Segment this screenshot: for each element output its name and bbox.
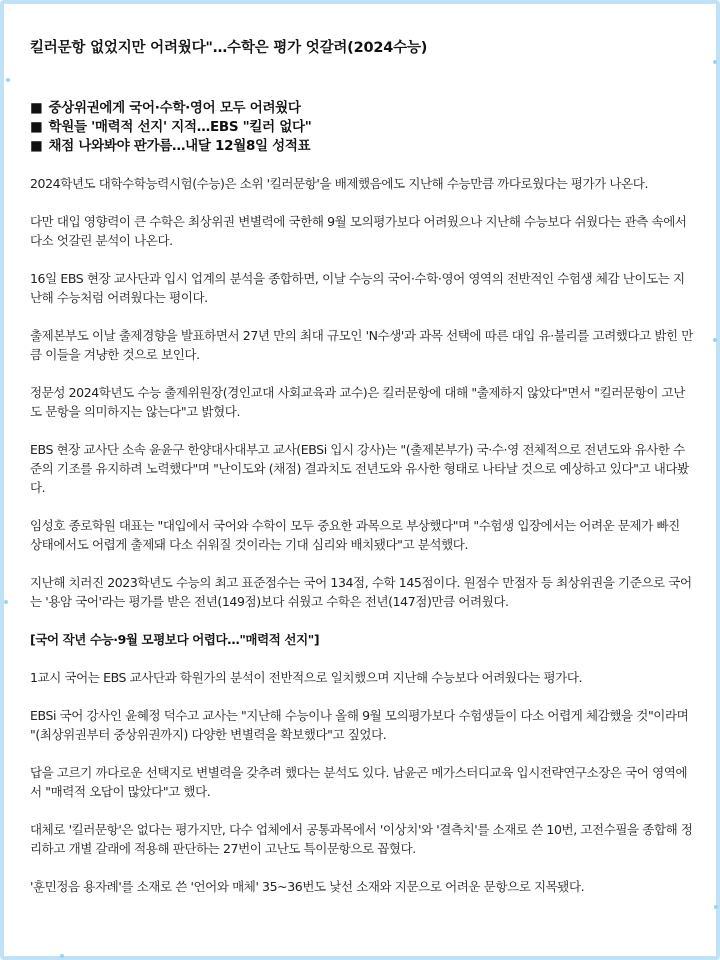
section-subheading: [국어 작년 수능·9월 모평보다 어렵다…"매력적 선지"] [30, 632, 320, 647]
body-paragraph: '훈민정음 용자례'를 소재로 쓴 '언어와 매체' 35~36번도 낯선 소재와 지문으로 어려운 문항으로 지목됐다. [30, 879, 585, 894]
summary-text: 채점 나와봐야 판가름…내달 12월8일 성적표 [48, 138, 311, 154]
body-paragraph: 대체로 '킬러문항'은 없다는 평가지만, 다수 업체에서 공통과목에서 '이상치'와 '결측치'를 소재로 쓴 10번, 고전수필을 종합해 정리하고 개별 갈래에 적용해 판단하는 27번이 고난도 특이문항으로 꼽혔다. [30, 822, 693, 856]
summary-item [30, 137, 694, 156]
frame-dot-decoration [6, 78, 10, 82]
frame-dot-decoration [713, 338, 717, 342]
frame-dot-decoration [60, 954, 64, 958]
square-bullet-icon: ■ [30, 138, 43, 154]
body-paragraph: EBSi 국어 강사인 윤혜정 덕수고 교사는 "지난해 수능이나 올해 9월 모의평가보다 수험생들이 다소 어렵게 체감했을 것"이라며 "(최상위권부터 중상위권까지) 다양한 변별력을 확보했다"고 짚었다. [30, 708, 689, 742]
article-content [30, 36, 694, 915]
body-paragraph: 2024학년도 대학수학능력시험(수능)은 소위 '킬러문항'을 배제했음에도 지난해 수능만큼 까다로웠다는 평가가 나온다. [30, 176, 649, 191]
article-body [30, 174, 694, 896]
summary-text: 학원들 '매력적 선지' 지적…EBS "킬러 없다" [48, 119, 312, 135]
article-headline: 킬러문항 없었지만 어려웠다"…수학은 평가 엇갈려(2024수능) [30, 40, 428, 56]
body-paragraph: EBS 현장 교사단 소속 윤윤구 한양대사대부고 교사(EBSi 입시 강사)는 "(출제본부가) 국·수·영 전체적으로 전년도와 유사한 수준의 기조를 유지하려 노력했다"며 "난이도와 (채점) 결과치도 전년도와 유사한 형태로 나타날 것으로 예상하고 있다"고 내다봤다. [30, 442, 689, 495]
body-paragraph: 지난해 치러진 2023학년도 수능의 최고 표준점수는 국어 134점, 수학 145점이다. 원점수 만점자 등 최상위권을 기준으로 국어는 '용암 국어'라는 평가를 받은 전년(149점)보다 쉬웠고 수학은 전년(147점)만큼 어려웠다. [30, 575, 692, 609]
body-paragraph: 정문성 2024학년도 수능 출제위원장(경인교대 사회교육과 교수)은 킬러문항에 대해 "출제하지 않았다"면서 "킬러문항이 고난도 문항을 의미하지는 않는다"고 밝혔다. [30, 385, 685, 419]
body-paragraph: 임성호 종로학원 대표는 "대입에서 국어와 수학이 모두 중요한 과목으로 부상했다"며 "수험생 입장에서는 어려운 문제가 빠진 상태에서도 어렵게 출제돼 다소 쉬워질 것이라는 기대 심리와 배치됐다"고 분석했다. [30, 518, 680, 552]
body-paragraph: 답을 고르기 까다로운 선택지로 변별력을 갖추려 했다는 분석도 있다. 남윤곤 메가스터디교육 입시전략연구소장은 국어 영역에서 "매력적 오답이 많았다"고 했다. [30, 765, 688, 799]
body-paragraph: 16일 EBS 현장 교사단과 입시 업계의 분석을 종합하면, 이날 수능의 국어·수학·영어 영역의 전반적인 수험생 체감 난이도는 지난해 수능처럼 어려웠다는 평이다. [30, 271, 685, 305]
summary-text: 중상위권에게 국어·수학·영어 모두 어려웠다 [48, 100, 301, 116]
body-paragraph: 1교시 국어는 EBS 교사단과 학원가의 분석이 전반적으로 일치했으며 지난해 수능보다 어려웠다는 평가다. [30, 670, 583, 685]
square-bullet-icon: ■ [30, 100, 43, 116]
summary-item [30, 99, 694, 118]
body-paragraph: 출제본부도 이날 출제경향을 발표하면서 27년 만의 최대 규모인 'N수생'과 과목 선택에 따른 대입 유·불리를 고려했다고 밝힌 만큼 이들을 겨냥한 것으로 보인다. [30, 328, 693, 362]
body-paragraph: 다만 대입 영향력이 큰 수학은 최상위권 변별력에 국한해 9월 모의평가보다 어려웠으나 지난해 수능보다 쉬웠다는 관측 속에서 다소 엇갈린 분석이 나온다. [30, 214, 687, 248]
square-bullet-icon: ■ [30, 119, 43, 135]
frame-dot-decoration [714, 905, 718, 909]
frame-dot-decoration [4, 600, 8, 604]
summary-item [30, 118, 694, 137]
article-summary [30, 99, 694, 156]
frame-dot-decoration [713, 60, 717, 64]
